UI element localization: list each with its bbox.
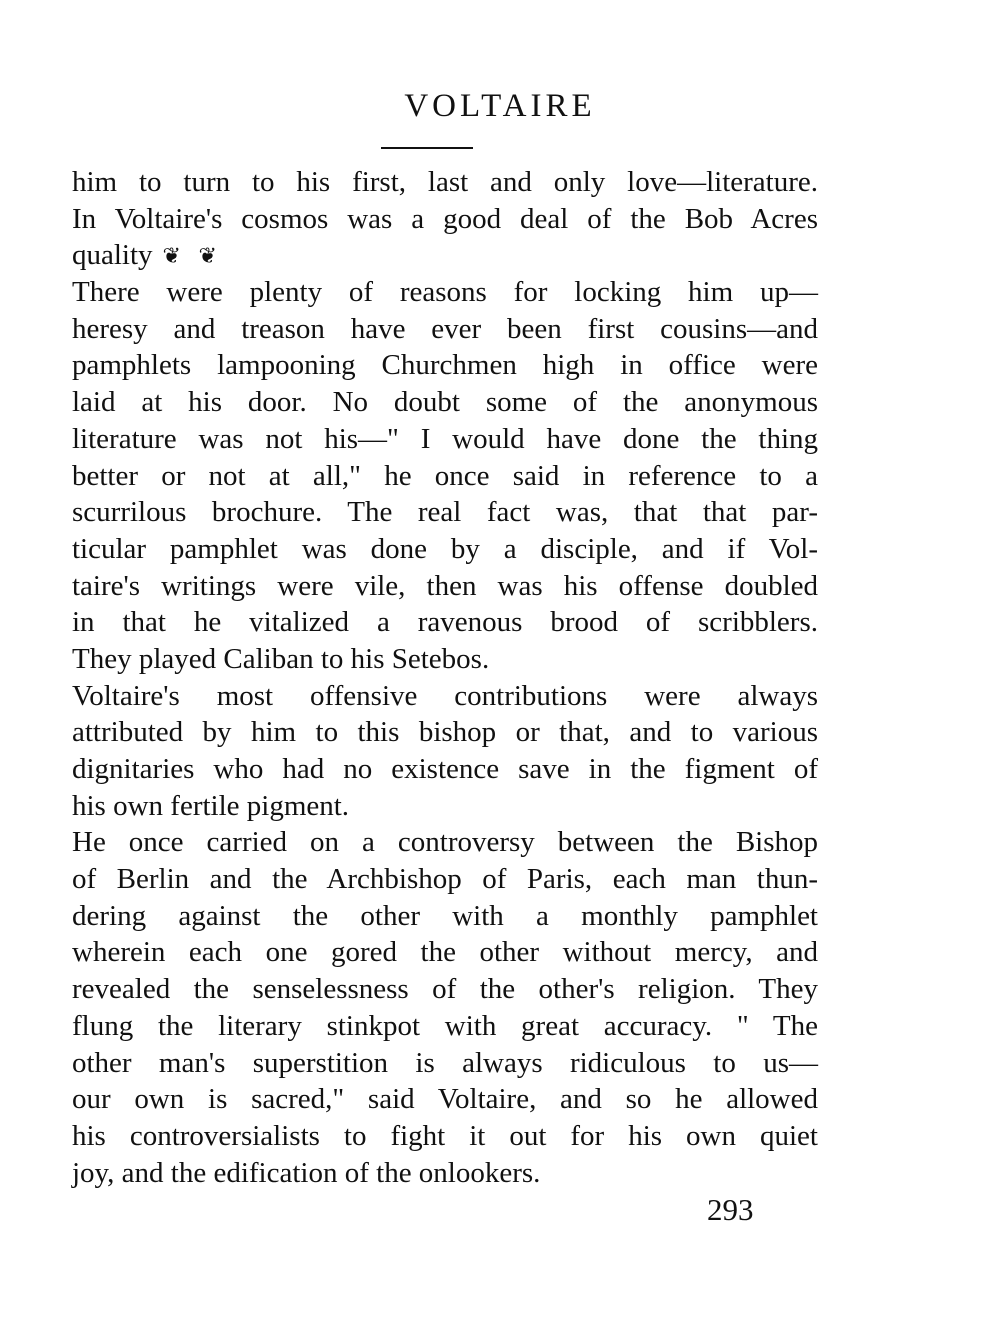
text-line: of Berlin and the Archbishop of Paris, each man thun-: [72, 863, 818, 896]
text-line: There were plenty of reasons for locking him up—: [72, 276, 818, 309]
text-line: dering against the other with a monthly pamphlet: [72, 899, 818, 932]
text-line: scurrilous brochure. The real fact was, that that par-: [72, 496, 818, 529]
text-line: other man's superstition is always ridiculous to us—: [72, 1046, 818, 1079]
running-head: VOLTAIRE: [404, 88, 596, 124]
text-line-with-ornament: [72, 237, 818, 274]
fleuron-ornament: ❦ ❦: [162, 243, 223, 269]
text-line: him to turn to his first, last and only love—literature.: [72, 166, 818, 198]
text-line: his controversialists to fight it out for his own quiet: [72, 1119, 818, 1152]
text-line: wherein each one gored the other without mercy, and: [72, 936, 818, 969]
text-line: in that he vitalized a ravenous brood of scribblers.: [72, 606, 818, 639]
text-line: heresy and treason have ever been first cousins—and: [72, 312, 818, 345]
text-line: In Voltaire's cosmos was a good deal of the Bob Acres: [72, 202, 818, 235]
text-line: quality: [72, 239, 153, 272]
text-line: ticular pamphlet was done by a disciple, and if Vol-: [72, 532, 818, 565]
page-number: 293: [707, 1192, 754, 1227]
text-line: taire's writings were vile, then was his offense doubled: [72, 569, 818, 602]
text-line: revealed the senselessness of the other's religion. They: [72, 973, 818, 1006]
text-line: attributed by him to this bishop or that, and to various: [72, 716, 818, 749]
text-line: Voltaire's most offensive contributions were always: [72, 679, 818, 712]
text-line: our own is sacred," said Voltaire, and so he allowed: [72, 1083, 818, 1116]
text-line: literature was not his—" I would have done the thing: [72, 422, 818, 455]
text-line: joy, and the edification of the onlookers.: [72, 1156, 541, 1189]
text-line: He once carried on a controversy between the Bishop: [72, 826, 818, 859]
text-line: laid at his door. No doubt some of the anonymous: [72, 386, 818, 419]
text-line: They played Caliban to his Setebos.: [72, 642, 490, 675]
text-line: flung the literary stinkpot with great accuracy. " The: [72, 1009, 818, 1042]
text-line: dignitaries who had no existence save in the figment of: [72, 753, 818, 785]
head-rule: [381, 147, 473, 149]
text-line: better or not at all," he once said in reference to a: [72, 459, 818, 492]
text-line: his own fertile pigment.: [72, 789, 350, 822]
body-text: [72, 164, 818, 1191]
text-line: pamphlets lampooning Churchmen high in office were: [72, 349, 818, 382]
